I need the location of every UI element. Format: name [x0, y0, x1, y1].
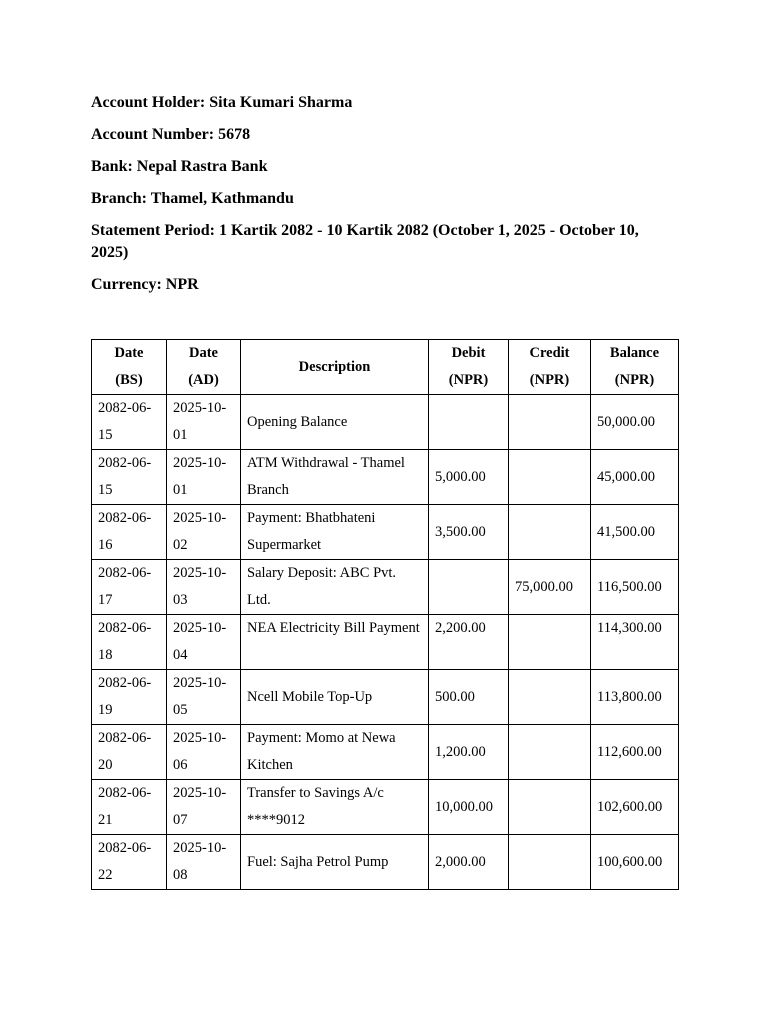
table-row [92, 725, 679, 780]
cell-credit [509, 505, 591, 560]
table-row [92, 560, 679, 615]
cell-balance: 112,600.00 [591, 725, 679, 780]
cell-date-bs: 2082-06- 22 [92, 835, 167, 890]
cell-date-bs: 2082-06- 16 [92, 505, 167, 560]
table-row [92, 670, 679, 725]
cell-credit [509, 780, 591, 835]
cell-date-ad: 2025-10- 06 [167, 725, 241, 780]
table-row [92, 505, 679, 560]
cell-date-bs: 2082-06- 17 [92, 560, 167, 615]
cell-description: Ncell Mobile Top-Up [241, 670, 429, 725]
cell-credit [509, 450, 591, 505]
cell-debit: 3,500.00 [429, 505, 509, 560]
cell-debit: 1,200.00 [429, 725, 509, 780]
cell-debit [429, 395, 509, 450]
branch-name: Branch: Thamel, Kathmandu [91, 190, 294, 207]
cell-balance: 113,800.00 [591, 670, 679, 725]
cell-date-ad: 2025-10- 07 [167, 780, 241, 835]
table-header-row [92, 340, 679, 395]
column-header-credit: Credit (NPR) [509, 340, 591, 395]
cell-credit: 75,000.00 [509, 560, 591, 615]
table-row [92, 395, 679, 450]
cell-description: ATM Withdrawal - Thamel Branch [241, 450, 429, 505]
cell-balance: 41,500.00 [591, 505, 679, 560]
table-row [92, 450, 679, 505]
cell-debit: 5,000.00 [429, 450, 509, 505]
cell-date-ad: 2025-10- 04 [167, 615, 241, 670]
bank-name: Bank: Nepal Rastra Bank [91, 158, 268, 175]
cell-description: Salary Deposit: ABC Pvt. Ltd. [241, 560, 429, 615]
cell-credit [509, 395, 591, 450]
cell-balance: 45,000.00 [591, 450, 679, 505]
cell-debit [429, 560, 509, 615]
cell-description: Payment: Momo at Newa Kitchen [241, 725, 429, 780]
cell-description: Payment: Bhatbhateni Supermarket [241, 505, 429, 560]
cell-credit [509, 725, 591, 780]
column-header-balance: Balance (NPR) [591, 340, 679, 395]
cell-balance: 116,500.00 [591, 560, 679, 615]
cell-debit: 10,000.00 [429, 780, 509, 835]
cell-date-ad: 2025-10- 01 [167, 450, 241, 505]
cell-date-bs: 2082-06- 21 [92, 780, 167, 835]
cell-date-ad: 2025-10- 02 [167, 505, 241, 560]
cell-date-bs: 2082-06- 19 [92, 670, 167, 725]
cell-date-ad: 2025-10- 05 [167, 670, 241, 725]
table-row [92, 780, 679, 835]
cell-balance: 100,600.00 [591, 835, 679, 890]
account-holder: Account Holder: Sita Kumari Sharma [91, 94, 353, 111]
cell-debit: 2,200.00 [429, 615, 509, 670]
cell-balance: 114,300.00 [591, 615, 679, 670]
cell-date-bs: 2082-06- 15 [92, 450, 167, 505]
cell-credit [509, 835, 591, 890]
cell-description: Fuel: Sajha Petrol Pump [241, 835, 429, 890]
cell-date-bs: 2082-06- 20 [92, 725, 167, 780]
cell-date-ad: 2025-10- 01 [167, 395, 241, 450]
cell-balance: 102,600.00 [591, 780, 679, 835]
cell-credit [509, 615, 591, 670]
cell-description: NEA Electricity Bill Payment [241, 615, 429, 670]
transactions-table [91, 339, 679, 890]
cell-date-ad: 2025-10- 08 [167, 835, 241, 890]
cell-debit: 500.00 [429, 670, 509, 725]
column-header-date-ad: Date (AD) [167, 340, 241, 395]
table-row [92, 615, 679, 670]
column-header-date-bs: Date (BS) [92, 340, 167, 395]
cell-description: Opening Balance [241, 395, 429, 450]
cell-credit [509, 670, 591, 725]
cell-description: Transfer to Savings A/c ****9012 [241, 780, 429, 835]
cell-date-ad: 2025-10- 03 [167, 560, 241, 615]
cell-date-bs: 2082-06- 15 [92, 395, 167, 450]
cell-debit: 2,000.00 [429, 835, 509, 890]
cell-balance: 50,000.00 [591, 395, 679, 450]
cell-date-bs: 2082-06- 18 [92, 615, 167, 670]
currency: Currency: NPR [91, 276, 199, 293]
table-row [92, 835, 679, 890]
column-header-debit: Debit (NPR) [429, 340, 509, 395]
column-header-description: Description [241, 340, 429, 395]
statement-period: Statement Period: 1 Kartik 2082 - 10 Kartik 2082 (October 1, 2025 - October 10, 2025) [91, 222, 639, 261]
account-number: Account Number: 5678 [91, 126, 251, 143]
